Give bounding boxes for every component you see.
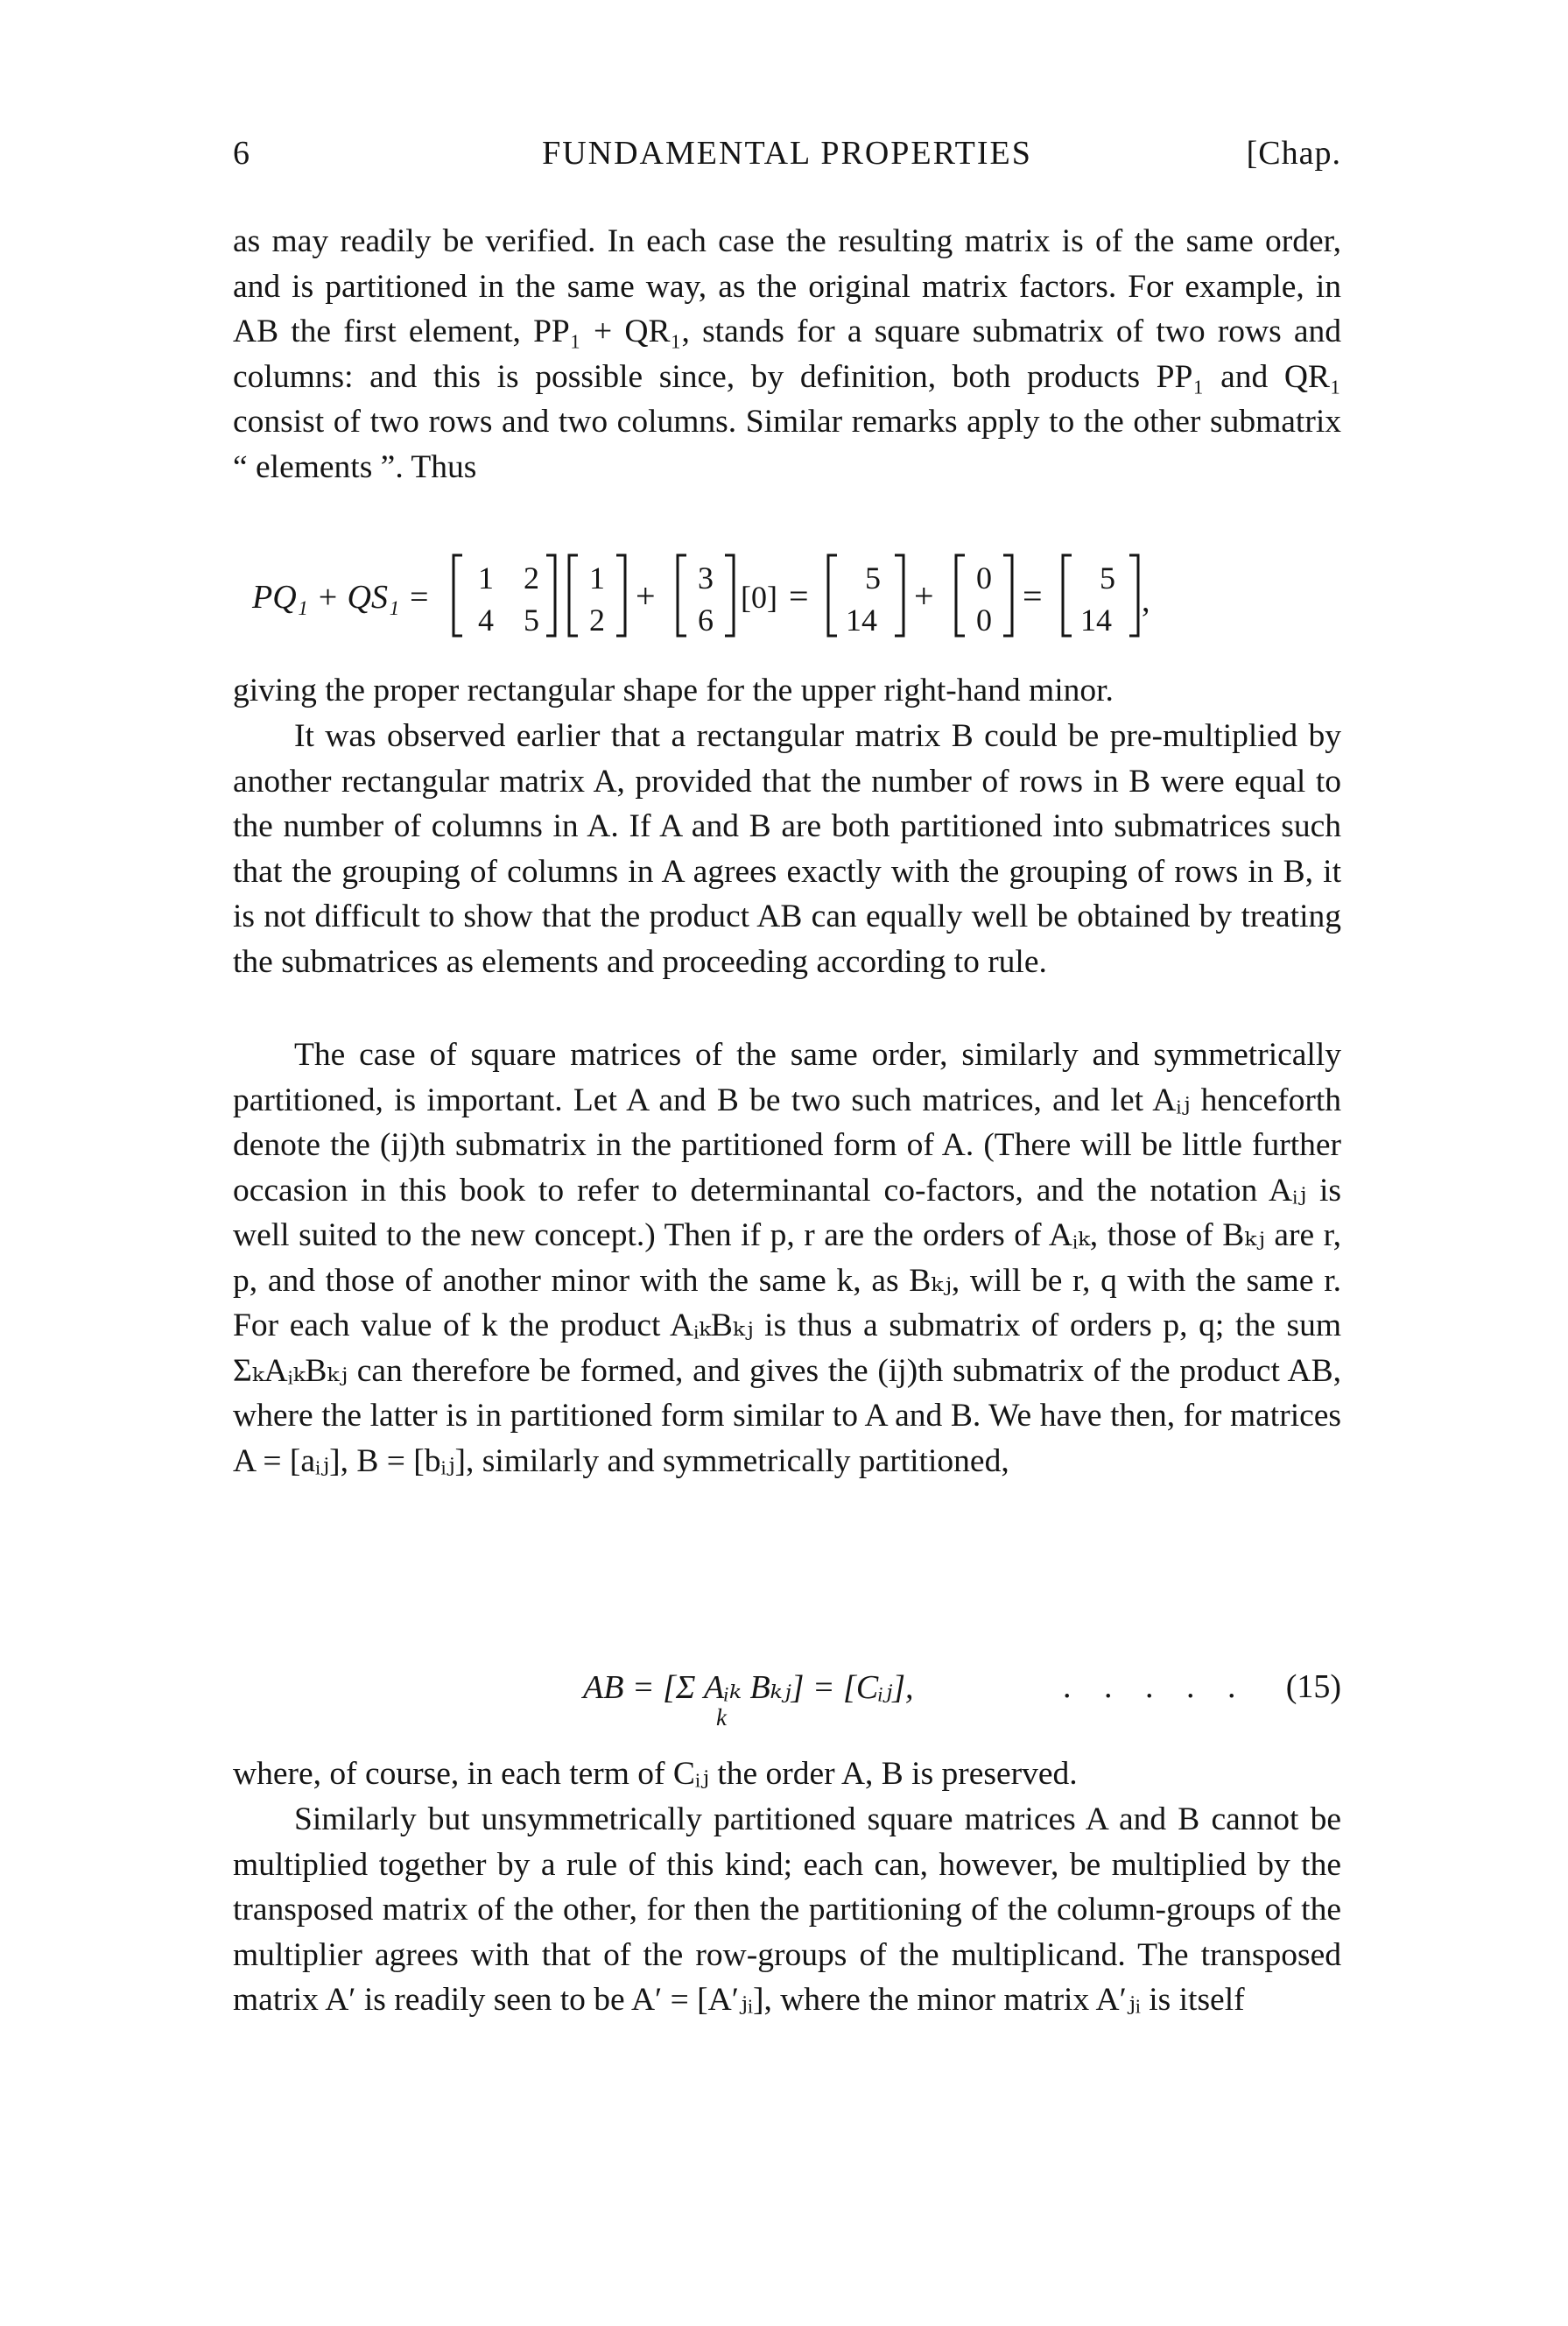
paragraph-6: Similarly but unsymmetrically partitioned square matrices A and B cannot be multiplied together by a rule of this kind; each can, however, be multiplied by the transposed matrix of the other, for then the partitioning of the column-groups of the multiplier agrees with that of the row-groups of the multiplicand. The transposed matrix A′ is readily seen to be A′ = [A′ⱼᵢ], where the minor matrix A′ⱼᵢ is itself: [233, 1801, 1341, 2018]
vector-1-cell: 1: [589, 560, 605, 596]
vector-4-cell: 0: [976, 560, 992, 596]
paragraph-4: The case of square matrices of the same order, similarly and symmetrically partitioned, is important. Let A and B be two such matrices, and let Aᵢⱼ henceforth denote the (ij)th submatrix in the partitioned form of A. (There will be little further occasion in this book to refer to determinantal co-factors, and the notation Aᵢⱼ is well suited to the new concept.) Then if p, r are the orders of Aᵢₖ, those of Bₖⱼ are r, p, and those of another minor with the same k, as Bₖⱼ, will be r, q with the same r. For each value of k the product AᵢₖBₖⱼ is thus a submatrix of orders p, q; the sum ΣₖAᵢₖBₖⱼ can therefore be formed, and gives the (ij)th submatrix of the product AB, where the latter is in partitioned form similar to A and B. We have then, for matrices A = [aᵢⱼ], B = [bᵢⱼ], similarly and symmetrically partitioned,: [233, 1037, 1341, 1479]
vector-3-cell: 5: [865, 560, 881, 596]
equals-sign: =: [1023, 576, 1043, 616]
page-number: 6: [233, 135, 250, 172]
vector-3-cell: 14: [846, 603, 877, 638]
equation-15-body: AB = [Σ Aᵢₖ Bₖⱼ] = [Cᵢⱼ],: [583, 1669, 914, 1706]
chapter-marker: [Chap.: [1246, 135, 1341, 172]
equation-number: (15): [1285, 1668, 1341, 1705]
matrix-equation-1: [233, 543, 1341, 648]
matrix-1-cell: 2: [524, 560, 539, 596]
vector-4-cell: 0: [976, 603, 992, 638]
paragraph-2: giving the proper rectangular shape for the upper right-hand minor.: [233, 673, 1114, 708]
summation-index: k: [716, 1704, 727, 1730]
matrix-1-cell: 1: [478, 560, 494, 596]
leader-dots: . . . . .: [1063, 1668, 1248, 1705]
scalar-zero: [0]: [741, 580, 777, 615]
plus-sign: +: [914, 576, 934, 616]
paragraph-1: as may readily be verified. In each case the resulting matrix is of the same order, and is partitioned in the same way, as the original matrix factors. For example, in AB the first element, PP₁ + QR₁, stands for a square submatrix of two rows and columns: and this is possible since, by definition, both products PP₁ and QR₁ consist of two rows and two columns. Similar remarks apply to the other submatrix “ elements ”. Thus: [233, 223, 1341, 485]
running-header: [233, 134, 1341, 183]
vector-2-cell: 6: [698, 603, 714, 638]
vector-5-cell: 5: [1100, 560, 1115, 596]
paragraph-5: where, of course, in each term of Cᵢⱼ the order A, B is preserved.: [233, 1756, 1078, 1792]
running-title: FUNDAMENTAL PROPERTIES: [542, 135, 1032, 172]
vector-2-cell: 3: [698, 560, 714, 596]
paragraph-3: It was observed earlier that a rectangular matrix B could be pre-multiplied by another rectangular matrix A, provided that the number of rows in B were equal to the number of columns in A. If A and B are both partitioned into submatrices such that the grouping of columns in A agrees exactly with the grouping of rows in B, it is not difficult to show that the product AB can equally well be obtained by treating the submatrices as elements and proceeding according to rule.: [233, 718, 1341, 980]
vector-5-cell: 14: [1080, 603, 1112, 638]
equation-comma: ,: [1142, 582, 1150, 619]
matrix-1: [454, 555, 555, 636]
vector-1-cell: 2: [589, 603, 605, 638]
plus-sign: +: [636, 576, 656, 616]
matrix-1-cell: 4: [478, 603, 494, 638]
equals-sign: =: [789, 576, 809, 616]
equation-lhs: PQ₁ + QS₁ =: [252, 579, 431, 616]
equation-block-1: [233, 543, 1341, 648]
matrix-1-cell: 5: [524, 603, 539, 638]
equation-block-15: [233, 1664, 1341, 1734]
